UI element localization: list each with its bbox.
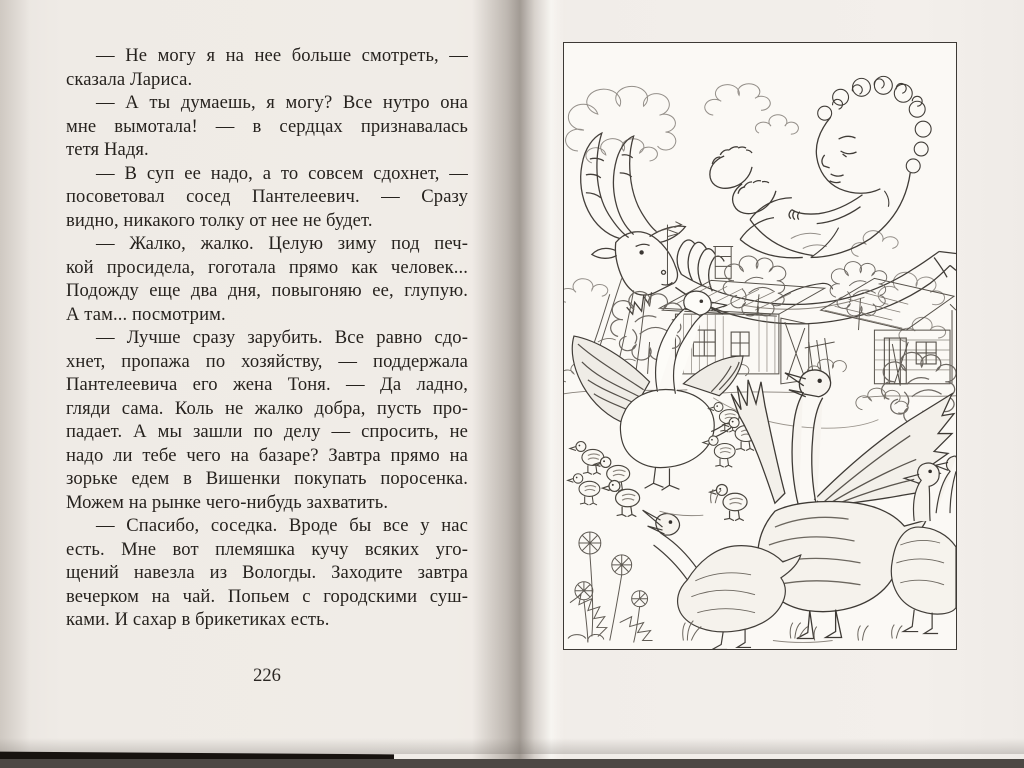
text-line: надо ли тебе чего на базаре? Завтра прямо на (66, 444, 468, 466)
text-line: Пантелеевича его жена Тоня. — Да ладно, (66, 374, 468, 395)
text-line: тетя Надя. (66, 139, 149, 160)
puffball (612, 555, 632, 575)
feet (710, 147, 776, 214)
text-line: вечерком на чай. Попьем с городскими суш- (66, 585, 468, 607)
dandelions (568, 532, 653, 642)
chimney (713, 247, 733, 279)
text-line: зорьке едем в Вишенки покупать поросенка. (66, 468, 468, 489)
dandelion-leaf (570, 595, 607, 637)
text-line: видно, никакого толку от нее не будет. (66, 209, 373, 231)
text-line: — Не могу я на нее больше смотреть, — (96, 45, 468, 66)
puffball (632, 591, 648, 607)
text-line: — В суп ее надо, а то совсем сдохнет, — (96, 162, 468, 184)
text-line: Подожду еще два дня, повыгоняю ее, глупую. (66, 280, 468, 301)
text-line: — А ты думаешь, я могу? Все нутро она (96, 92, 468, 113)
curly-hair (818, 76, 931, 173)
text-line: — Жалко, жалко. Целую зиму под печ- (96, 233, 468, 254)
page-edge-shadow (0, 0, 30, 768)
text-line: А там... посмотрим. (66, 303, 226, 325)
left-page-text (66, 44, 468, 632)
text-line: посоветовал сосед Пантелеевич. — Сразу (66, 186, 468, 207)
text-line: гляди сама. Коль не жалко добра, пусть про- (66, 397, 468, 419)
text-line: — Спасибо, соседка. Вроде бы все у нас (96, 515, 468, 536)
text-line: хнет, пропажа по хозяйству, — поддержала (66, 350, 468, 372)
page-number: 226 (253, 666, 281, 686)
bottom-shadow (0, 738, 1024, 754)
book-gutter-shadow (472, 0, 564, 768)
puffball (579, 532, 601, 554)
right-page-illustration (563, 42, 957, 650)
text-line: щений навезла из Вологды. Заходите завтра (66, 562, 468, 583)
scan-bottom-band (0, 759, 1024, 768)
text-line: сказала Лариса. (66, 68, 193, 90)
text-line: — Лучше сразу зарубить. Все равно сдо- (96, 327, 468, 348)
right-house (821, 278, 956, 383)
text-line: падает. А мы зашли по делу — спросить, не (66, 421, 468, 442)
text-line: ками. И сахар в брикетиках есть. (66, 609, 330, 630)
text-line: мне вымотала! — в сердцах признавалась (66, 115, 468, 137)
text-line: кой просидела, гоготала прямо как человек... (66, 256, 468, 278)
text-line: есть. Мне вот племяшка кучу всяких уго- (66, 538, 468, 560)
book-illustration (564, 43, 956, 649)
text-line: Можем на рынке чего-нибудь захватить. (66, 491, 389, 513)
